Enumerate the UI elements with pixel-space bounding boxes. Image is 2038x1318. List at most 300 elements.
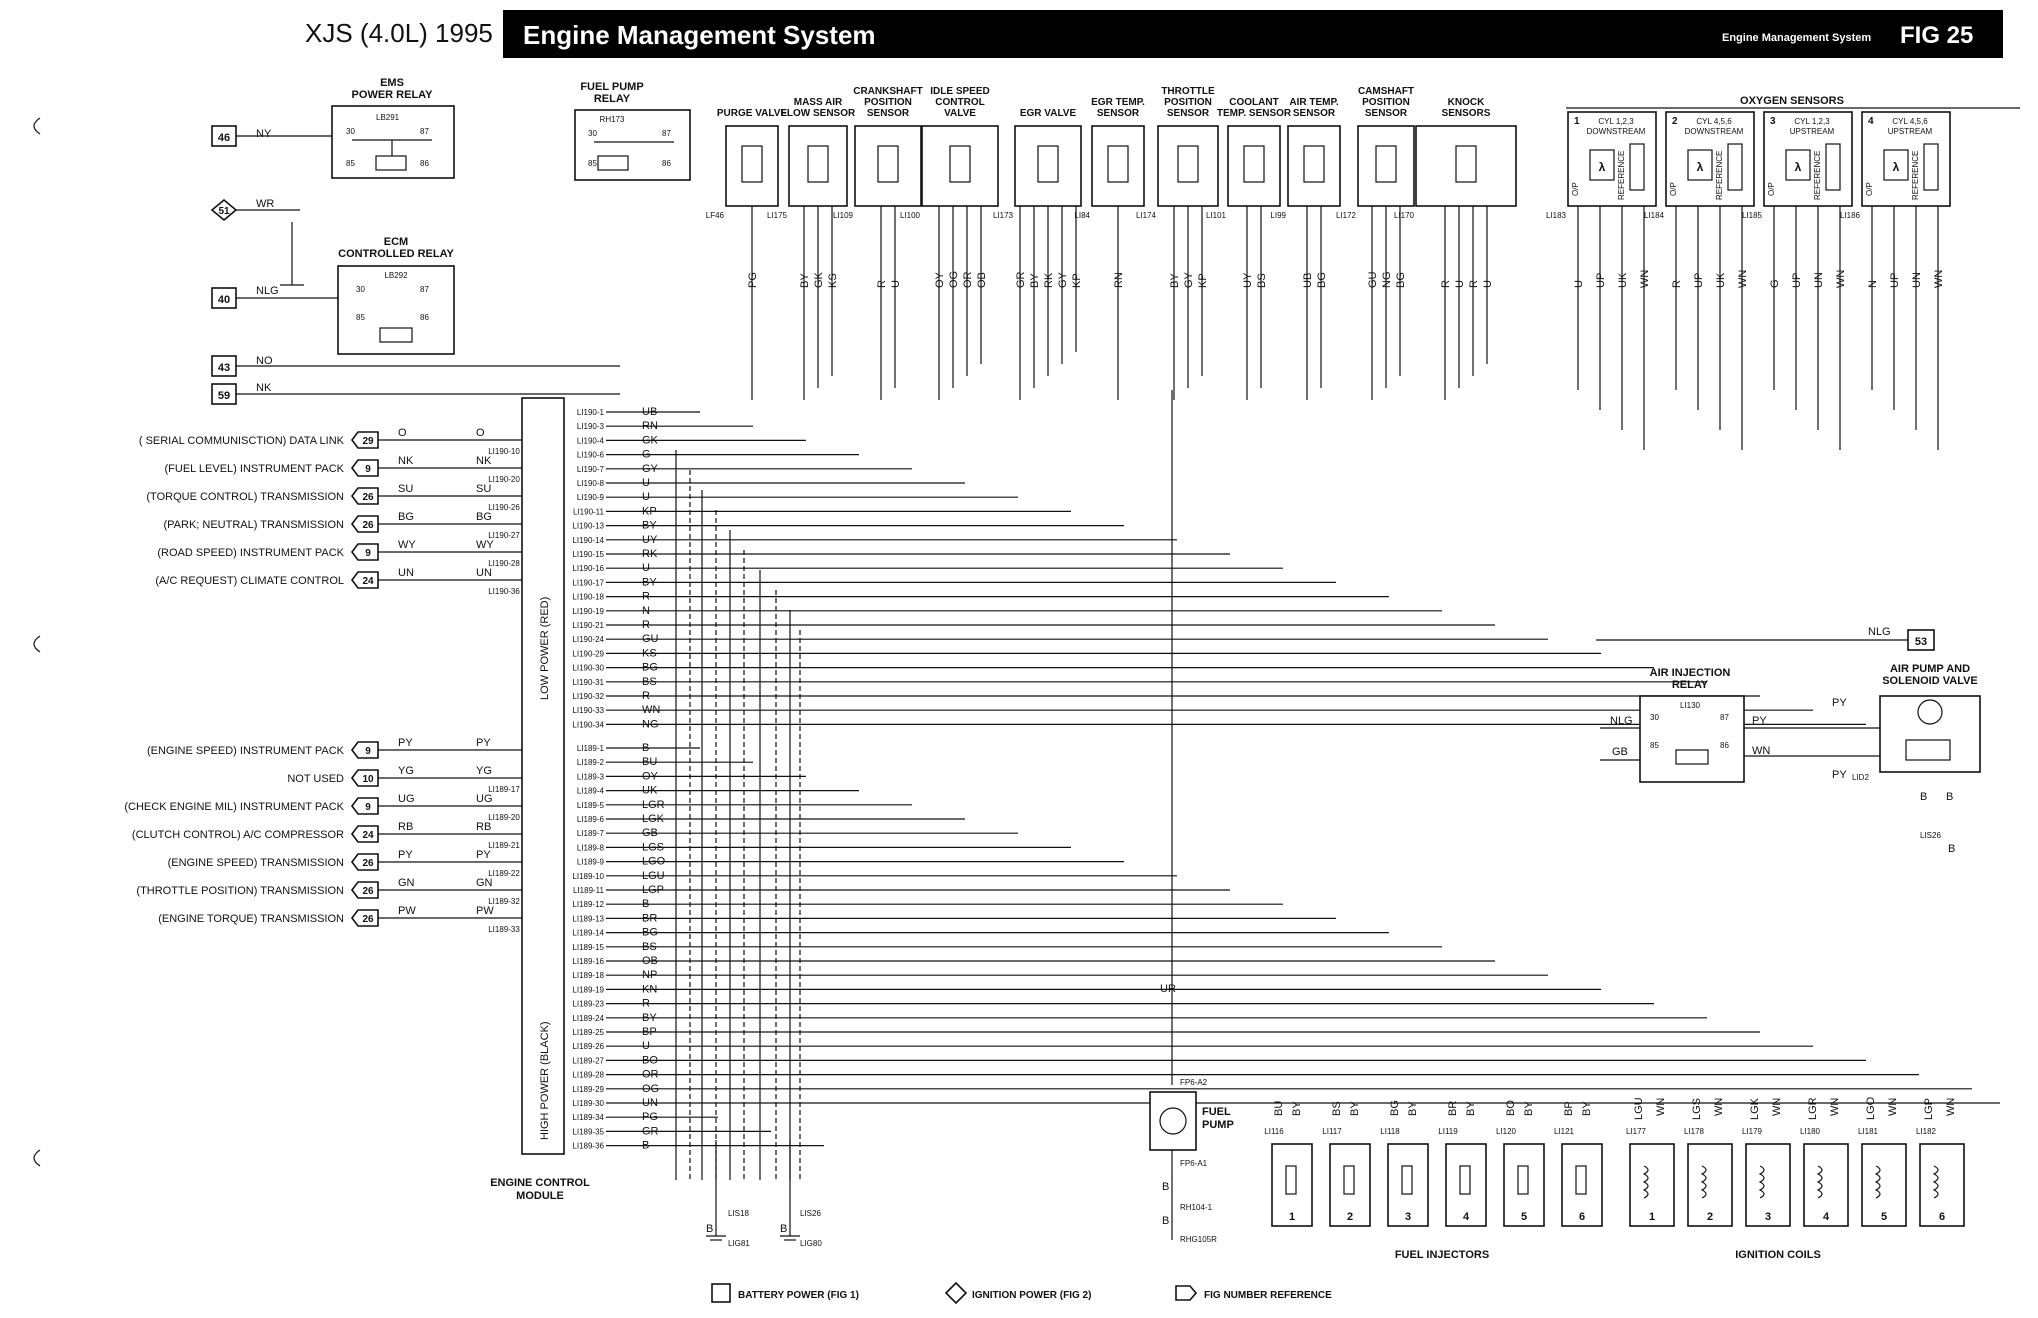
ecm-pin-id: LI189-25 [572,1028,604,1037]
injector-num: 5 [1520,1211,1528,1223]
svg-text:LIS26: LIS26 [800,1209,821,1218]
svg-text:87: 87 [420,285,429,294]
signal-wire: O [398,427,407,439]
svg-text:B: B [780,1223,788,1235]
sensor-wire-label: RN [1113,272,1125,288]
injector-wire: BP [1563,1101,1575,1116]
oxygen-sensor-2 [1644,112,1754,450]
legend-fig-ref: FIG NUMBER REFERENCE [1204,1290,1332,1301]
signal-pin-id: LI189-22 [488,869,520,878]
coil-wire: WN [1829,1097,1841,1116]
low-pin-row [572,534,1177,546]
oxygen-sensor-num: 1 [1574,116,1580,127]
fuel-pump-ground-2: RHG105R [1180,1235,1217,1244]
ecm-pin-id: LI189-36 [572,1141,604,1151]
svg-text:SOLENOID VALVE: SOLENOID VALVE [1882,675,1978,687]
signal-label: ( SERIAL COMMUNISCTION) DATA LINK [138,435,344,447]
coil-conn: LI177 [1625,1127,1647,1136]
high-pin-row [577,827,1018,839]
svg-text:87: 87 [420,127,429,136]
sensor-name-line: SENSOR [1096,108,1140,119]
air-relay-code: LI130 [1679,701,1701,710]
sensor-conn: LI174 [1135,211,1156,220]
oxygen-wire-label: WN [1933,269,1945,288]
legend-ignition: IGNITION POWER (FIG 2) [972,1290,1092,1301]
oxygen-wire-label: UK [1617,272,1629,288]
injector-wire: BG [1389,1100,1401,1116]
signal-label: (ENGINE TORQUE) TRANSMISSION [158,913,344,925]
ecm-pin-id: LI189-10 [572,871,604,881]
ecm-pin-id: LI189-24 [572,1013,604,1023]
ecm-pin-wire: BO [642,1054,658,1067]
sensor-name-line: FLOW SENSOR [780,108,856,119]
sensor-name-line: CRANKSHAFT [853,86,923,97]
ecm-pin-id: LI190-14 [572,535,604,545]
sensor-wire-label: OY [934,272,946,288]
oxygen-wire-label: UP [1889,272,1901,288]
high-pin-row [577,856,1124,868]
sensor-name-line: SENSOR [1292,108,1336,119]
coil-num: 3 [1764,1211,1772,1223]
high-pin-row [572,983,1601,995]
header-subtitle: Engine Management System [1722,32,1872,44]
sensor-box [1158,126,1218,206]
coil-5 [1858,1096,1906,1226]
ecm-pin-wire: UB [642,406,658,418]
svg-text:PY: PY [1752,715,1767,727]
coil-wire: WN [1713,1097,1725,1116]
sensor-name-line: SENSOR [866,108,910,119]
ecm-pin-wire: OR [642,1068,659,1081]
ecm-pin-wire: UK [642,784,658,797]
injector-wire: BU [1273,1100,1285,1116]
signal-wire-2: BG [476,511,492,523]
low-pin-row [572,591,1389,603]
signal-label: (FUEL LEVEL) INSTRUMENT PACK [164,463,344,475]
sensor-wire-label: U [1482,280,1494,288]
sensor-wire-label: GU [1367,271,1379,288]
left-signal [287,765,522,794]
ecm-pin-wire: BY [642,519,657,532]
sensor-conn: LI101 [1205,211,1226,220]
ecm-pin-wire: KP [642,505,657,518]
sensor-wire-label: GK [813,272,825,288]
ecm-pin-wire: OB [642,955,658,967]
ecm-pin-id: LI189-16 [572,957,604,966]
ecm-pin-id: LI189-4 [576,786,604,796]
oxygen-sensor-num: 4 [1868,116,1874,127]
injector-conn: LI119 [1438,1127,1458,1136]
svg-text:85: 85 [1650,741,1659,750]
coil-wire: WN [1945,1097,1957,1116]
sensor-name-line: THROTTLE [1161,86,1215,97]
coils-title: IGNITION COILS [1735,1249,1821,1261]
ecm-pin-wire: BY [642,1011,657,1024]
signal-wire: RB [398,821,414,833]
injector-num: 1 [1288,1211,1296,1223]
svg-text:86: 86 [420,159,429,168]
svg-text:30: 30 [346,127,355,136]
svg-text:87: 87 [662,129,671,138]
signal-pin-id: LI190-20 [488,475,520,484]
svg-text:B: B [1946,791,1954,803]
ecm-pin-id: LI189-35 [572,1127,604,1137]
coil-num: 2 [1706,1211,1714,1223]
coil-num: 1 [1648,1211,1656,1223]
signal-wire-2: YG [476,765,492,777]
ecm-controlled-relay [338,236,455,354]
high-pin-row [572,1040,1813,1052]
svg-text:MODULE: MODULE [516,1190,564,1202]
sensor-wire-label: BG [1395,272,1407,288]
injector-wire: BY [1465,1101,1477,1116]
ecm-pin-wire: OG [642,1082,660,1095]
high-pin-row [577,770,806,782]
injector-wire: BY [1291,1101,1303,1116]
signal-label: (CHECK ENGINE MIL) INSTRUMENT PACK [124,801,344,813]
sensor-wire-label: BY [1169,273,1181,288]
signal-wire-2: O [476,427,485,439]
svg-text:30: 30 [588,129,597,138]
oxygen-wire-label: WN [1835,269,1847,288]
ecm-pin-wire: OY [642,770,658,783]
high-pin-row [572,1083,1972,1095]
sensor-wire-label: UY [1242,272,1254,288]
injector-wire: BY [1523,1101,1535,1116]
sensor-conn: LI99 [1270,211,1286,220]
high-pin-row [572,927,1389,939]
high-pin-row [572,969,1548,981]
ecm-pin-wire: U [642,1040,650,1053]
sensor-wire-label: KS [827,273,839,288]
low-pin-row [577,491,1018,503]
high-pin-row [572,1026,1760,1038]
fig-ref-legend-icon [1176,1286,1196,1300]
svg-text:85: 85 [588,159,597,168]
oxygen-sensor-desc: CYL 4,5,6 [1892,117,1928,126]
coil-conn: LI182 [1915,1127,1937,1136]
oxygen-sensor-desc: CYL 4,5,6 [1696,117,1732,126]
ecm-pin-wire: RK [642,548,658,560]
ecm-pin-wire: GY [642,462,658,475]
sensor-wire-label: R [876,280,888,288]
sensor-7 [1206,97,1292,400]
high-pin-row [572,1140,824,1152]
svg-text:51: 51 [218,206,230,217]
ecm-pin-wire: G [642,448,651,461]
oxygen-ref-label: REFERENCE [1813,150,1822,200]
fuel-pump-bottom-conn: FP6-A1 [1180,1159,1208,1168]
signal-wire-2: SU [476,483,492,495]
svg-text:85: 85 [356,313,365,322]
sensor-name-line: POSITION [1362,97,1410,108]
coil-wire: WN [1887,1097,1899,1116]
high-pin-row [572,1012,1707,1024]
ecm-pin-wire: GU [642,633,659,646]
oxygen-op-label: O/P [1767,182,1776,196]
sensor-box [1228,126,1280,206]
sensor-box [855,126,921,206]
ecm-pin-id: LI189-19 [572,985,604,995]
sensor-wire-label: PG [747,272,759,288]
coil-6 [1916,1098,1964,1226]
ecm-pin-id: LI189-29 [572,1084,604,1094]
sensor-wire-label: BG [1316,272,1328,288]
ecm-pin-wire: RN [642,420,658,433]
ecm-pin-id: LI190-18 [572,592,604,602]
left-signal [132,821,522,850]
svg-text:WR: WR [256,198,275,210]
model-label: XJS (4.0L) 1995 [305,18,493,48]
high-pin-row [572,1125,771,1137]
sensor-wire-label: U [890,280,902,288]
oxygen-wire-label: UP [1791,272,1803,288]
oxygen-sensor-desc: DOWNSTREAM [1684,127,1744,136]
coil-conn: LI180 [1799,1127,1821,1136]
left-signal [124,793,522,822]
sensor-wire-label: KP [1071,273,1083,288]
sensor-box [1416,126,1516,206]
ecm-pin-wire: U [642,491,650,504]
sensor-conn: LI172 [1335,211,1356,220]
injector-wire: BY [1407,1101,1419,1116]
injector-wire: BR [1447,1100,1459,1116]
signal-wire-2: RB [476,821,492,833]
injector-conn: LI120 [1495,1127,1517,1136]
high-pin-row [572,912,1336,924]
sensor-name-line: IDLE SPEED [930,86,990,97]
injector-num: 3 [1404,1211,1412,1223]
lambda-symbol: λ [1598,160,1606,174]
coil-wire: LGP [1923,1097,1935,1120]
injector-5 [1496,1100,1544,1226]
low-pin-row [572,576,1336,588]
sensor-box [726,126,778,206]
engine-control-module [490,398,590,1202]
ecm-pin-id: LI190-31 [572,677,604,687]
oxygen-sensor-desc: CYL 1,2,3 [1598,117,1634,126]
injector-conn: LI117 [1322,1127,1342,1136]
svg-text:43: 43 [217,362,231,374]
sensor-wire-label: NG [1381,271,1393,288]
signal-pin-id: LI189-33 [488,925,520,934]
binder-hole-mark [34,1150,40,1166]
signal-wire-2: PY [476,737,491,749]
ecm-pin-id: LI189-3 [576,772,604,782]
ecm-pin-wire: BS [642,675,657,688]
signal-ref: 26 [362,886,374,897]
sensor-box [1092,126,1144,206]
svg-text:CONTROLLED RELAY: CONTROLLED RELAY [338,248,454,260]
high-pin-row [577,785,859,797]
left-signals [124,427,522,934]
oxygen-wire-label: UP [1693,272,1705,288]
signal-pin-id: LI189-17 [488,785,520,794]
oxygen-sensor-num: 2 [1672,116,1678,127]
oxygen-sensor-4 [1840,112,1950,450]
ecm-pin-wire: GB [642,827,658,840]
signal-label: (CLUTCH CONTROL) A/C COMPRESSOR [131,829,344,841]
svg-text:FUEL PUMP: FUEL PUMP [580,81,644,93]
signal-wire: PY [398,737,413,749]
injector-2 [1322,1101,1370,1226]
sensor-1 [767,97,856,400]
sensor-name-line: CAMSHAFT [1357,86,1415,97]
sensor-name-line: TEMP. SENSOR [1216,108,1292,119]
ecm-pin-id: LI189-30 [572,1099,604,1108]
svg-text:30: 30 [1650,713,1659,722]
figure-number: FIG 25 [1900,22,1974,49]
ecm-pin-id: LI189-2 [576,758,604,768]
coil-1 [1626,1097,1674,1226]
ems-relay-title-2: POWER RELAY [351,89,433,101]
ecm-pin-id: LI189-5 [576,800,604,810]
signal-ref: 29 [362,436,374,447]
ecm-pin-wire: BP [642,1026,657,1038]
lambda-symbol: λ [1696,160,1704,174]
ecm-pin-id: LI189-23 [572,999,604,1009]
ecm-pin-id: LI190-34 [572,720,604,730]
low-pin-row [572,676,1707,688]
oxygen-wire-label: WN [1737,269,1749,288]
sensor-wire-label: OR [962,271,974,288]
sensor-box [1015,126,1081,206]
oxygen-ref-label: REFERENCE [1911,150,1920,200]
sensor-wire-label: GR [1015,271,1027,288]
low-pin-row [572,520,1124,532]
sensor-wire-label: OG [948,270,960,288]
sensor-wire-label: BY [1029,273,1041,288]
low-pin-row [572,633,1548,645]
signal-ref: 26 [362,520,374,531]
signal-wire-2: WY [476,539,494,551]
fuel-pump-relay-code: RH173 [599,115,625,124]
left-signal [139,427,522,456]
signal-ref: 9 [365,746,371,757]
sensor-8 [1270,97,1340,400]
sensor-row [706,86,1516,400]
sensor-box [1288,126,1340,206]
signal-wire: PY [398,849,413,861]
signal-pin-id: LI189-21 [488,841,520,850]
signal-wire: UG [398,793,415,805]
svg-text:LIG81: LIG81 [728,1239,750,1248]
sensor-wire-label: R [1440,280,1452,288]
injector-num: 2 [1346,1211,1354,1223]
svg-text:NLG: NLG [256,285,279,297]
injector-wire: BY [1581,1101,1593,1116]
signal-ref: 9 [365,802,371,813]
air-pump-ref: 53 [1914,636,1928,648]
lambda-symbol: λ [1794,160,1802,174]
ems-relay-title-1: EMS [380,77,404,89]
sensor-name-line: VALVE [944,108,976,119]
signal-wire: SU [398,483,414,495]
ecm-pin-wire: B [642,898,650,911]
signal-wire-2: PW [476,905,494,917]
oxygen-ref-label: REFERENCE [1617,150,1626,200]
injector-wire: BS [1331,1101,1343,1116]
oxygen-sensor-3 [1742,112,1852,450]
fuel-pump-wire: UR [1160,983,1176,995]
fuel-pump [1150,390,1234,1244]
sensor-name-line: SENSOR [1166,108,1210,119]
signal-pin-id: LI190-27 [488,531,520,540]
ecm-pin-id: LI190-24 [572,635,604,645]
oxygen-wire-label: WN [1639,269,1651,288]
sensor-name-line: SENSORS [1441,108,1491,119]
sensor-name-line: COOLANT [1229,97,1279,108]
oxygen-sensor-num: 3 [1770,116,1776,127]
fuel-pump-top-conn: FP6-A2 [1180,1078,1208,1087]
svg-text:AIR PUMP AND: AIR PUMP AND [1889,663,1971,675]
ecm-pin-wire: LGS [642,841,665,854]
sensor-0 [706,108,788,400]
signal-label: (ROAD SPEED) INSTRUMENT PACK [157,547,344,559]
ecm-pin-id: LI190-17 [572,578,604,588]
sensor-name-line: SENSOR [1364,108,1408,119]
ecm-pin-id: LI190-21 [572,621,604,630]
ems-power-relay [332,77,454,178]
sensor-name-line: POSITION [1164,97,1212,108]
injector-num: 6 [1578,1211,1586,1223]
signal-ref: 9 [365,464,371,475]
oxygen-wire-label: N [1867,280,1879,288]
ecm-pin-wire: KN [642,983,658,996]
oxygen-wire-label: UN [1911,272,1923,288]
ecm-pin-id: LI189-14 [572,928,604,938]
sensor-wire-label: KP [1197,273,1209,288]
svg-text:LIS26: LIS26 [1920,831,1941,840]
sensor-9 [1336,86,1414,400]
ecm-pin-wire: BS [642,940,657,953]
ecm-pin-wire: BG [642,661,658,674]
svg-text:ECM: ECM [383,236,409,248]
oxygen-sensor-desc: CYL 1,2,3 [1794,117,1830,126]
low-pin-row [577,463,912,475]
low-power-label: LOW POWER (RED) [539,596,551,700]
signal-wire: WY [398,539,416,551]
oxygen-wire-label: UK [1715,272,1727,288]
ecm-pin-wire: GK [642,434,658,447]
ecm-pin-wire: BU [642,756,658,769]
ecm-pin-id: LI190-19 [572,606,604,616]
signal-wire-2: UN [476,567,492,579]
ignition-coils [1626,1096,1964,1226]
coil-wire: WN [1771,1097,1783,1116]
ecm-pin-wire: R [642,997,650,1010]
sensor-conn: LI100 [899,211,920,220]
ecm-pin-wire: UY [642,533,658,546]
ecm-pin-wire: R [642,619,650,631]
fuel-injectors [1264,1100,1602,1226]
coil-num: 5 [1880,1211,1888,1223]
oxygen-op-label: O/P [1669,182,1678,196]
low-pin-row [572,662,1654,674]
signal-wire-2: GN [476,877,493,889]
coil-wire: LGO [1865,1096,1877,1120]
sensor-conn: LI175 [766,211,787,220]
ecm-pin-wire: R [642,590,650,603]
ecm-pin-id: LI190-33 [572,706,604,716]
high-pin-row [572,1111,718,1123]
ecm-pin-id: LI190-29 [572,649,604,659]
high-pin-row [577,813,965,825]
legend [712,1283,1332,1303]
svg-text:LID2: LID2 [1852,773,1869,782]
sensor-name-line: CONTROL [935,97,985,108]
ecm-pin-wire: U [642,477,650,489]
